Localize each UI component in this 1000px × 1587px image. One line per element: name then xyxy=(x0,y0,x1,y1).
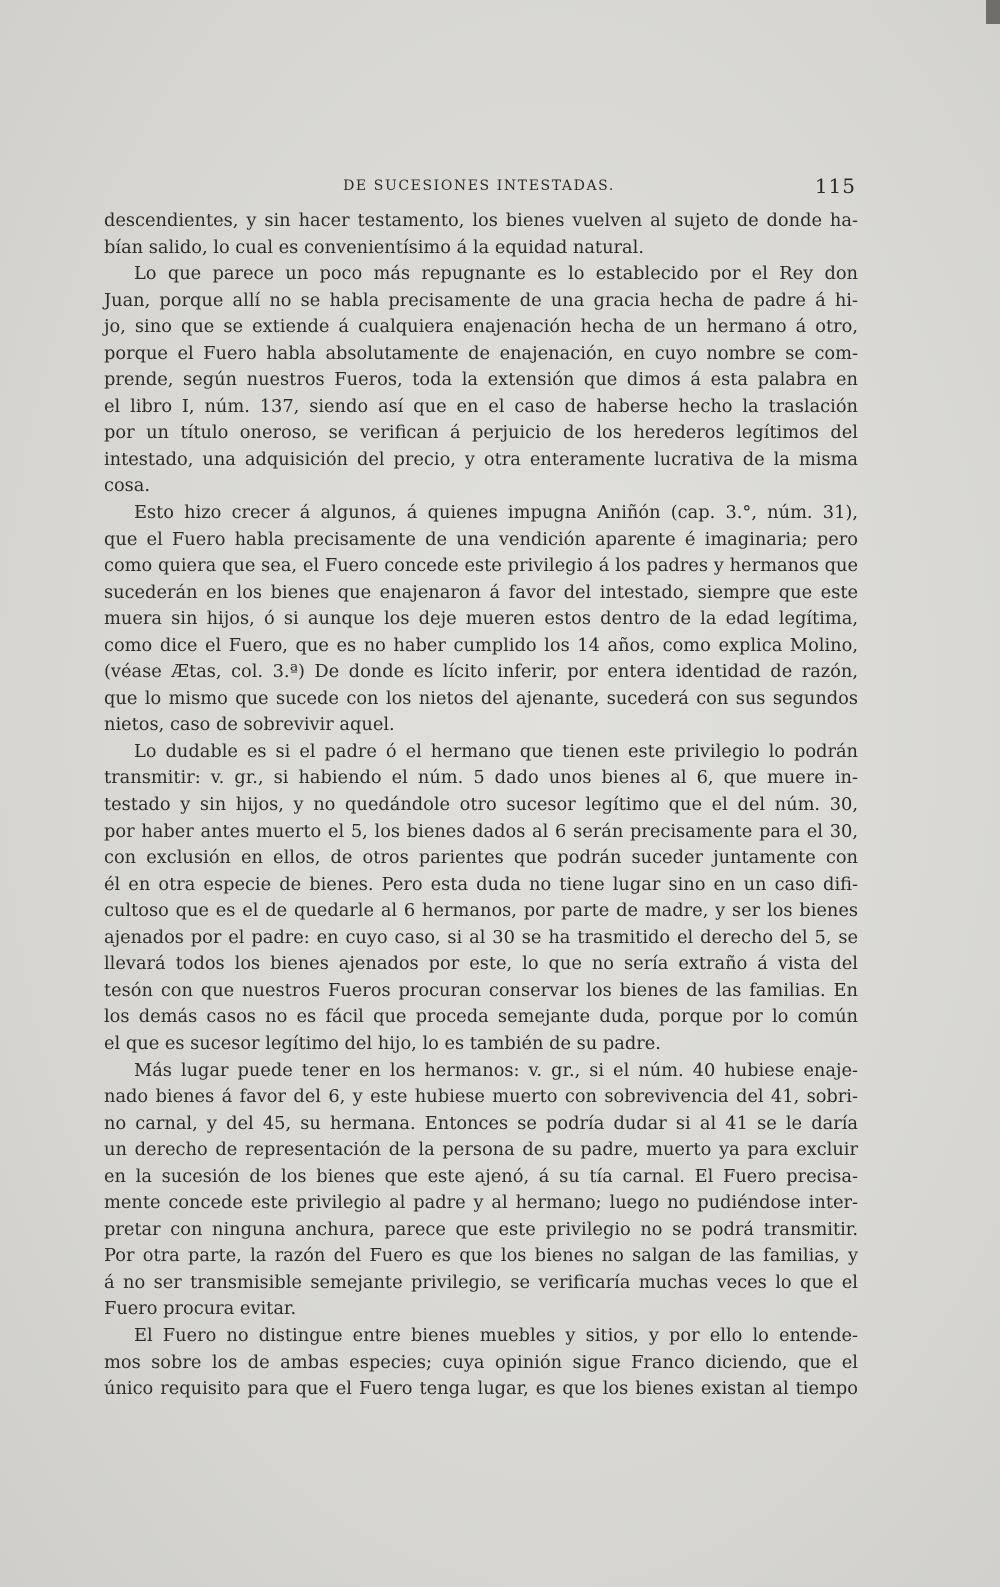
text-line: cosa. xyxy=(104,475,151,497)
text-line: descendientes, y sin hacer testamento, los bienes vuelven al sujeto de donde ha- xyxy=(104,210,858,231)
text-line: en la sucesión de los bienes que este ajenó, á su tía carnal. El Fuero precisa- xyxy=(104,1165,858,1187)
paragraph-start-line: Lo dudable es si el padre ó el hermano que tienen este privilegio lo podrán xyxy=(134,740,858,762)
text-line: un derecho de representación de la persona de su padre, muerto ya para excluir xyxy=(104,1139,858,1161)
text-line: como dice el Fuero, que es no haber cumplido los 14 años, como explica Molino, xyxy=(104,634,858,656)
page-header xyxy=(100,174,858,204)
text-line: transmitir: v. gr., si habiendo el núm. 5 dado unos bienes al 6, que muere in- xyxy=(104,767,858,789)
paragraph-start-line: Lo que parece un poco más repugnante es lo establecido por el Rey don xyxy=(134,263,858,285)
text-line: muera sin hijos, ó si aunque los deje mueren estos dentro de la edad legítima, xyxy=(104,608,858,630)
paragraph-start-line: El Fuero no distingue entre bienes muebles y sitios, y por ello lo entende- xyxy=(134,1324,858,1346)
text-line: bían salido, lo cual es convenientísimo á la equidad natural. xyxy=(104,236,644,258)
text-line: con exclusión en ellos, de otros parientes que podrán suceder juntamente con xyxy=(104,847,858,869)
text-line: el que es sucesor legítimo del hijo, lo es también de su padre. xyxy=(104,1032,661,1054)
text-line: jo, sino que se extiende á cualquiera enajenación hecha de un hermano á otro, xyxy=(104,316,858,338)
text-line: el libro I, núm. 137, siendo así que en el caso de haberse hecho la traslación xyxy=(104,395,858,417)
running-title: DE SUCESIONES INTESTADAS. xyxy=(343,178,615,194)
text-line: testado y sin hijos, y no quedándole otro sucesor legítimo que el del núm. 30, xyxy=(104,794,858,816)
text-line: único requisito para que el Fuero tenga lugar, es que los bienes existan al tiempo xyxy=(104,1378,858,1400)
text-line: tesón con que nuestros Fueros procuran conservar los bienes de las familias. En xyxy=(104,979,858,1001)
text-line: que lo mismo que sucede con los nietos del ajenante, sucederá con sus segundos xyxy=(104,687,858,709)
text-line: cultoso que es el de quedarle al 6 hermanos, por parte de madre, y ser los bienes xyxy=(104,900,858,922)
text-line: sucederán en los bienes que enajenaron á favor del intestado, siempre que este xyxy=(104,581,858,603)
text-line: á no ser transmisible semejante privilegio, se verificaría muchas veces lo que el xyxy=(104,1271,858,1293)
body-text xyxy=(104,208,858,1403)
text-line: que el Fuero habla precisamente de una vendición aparente é imaginaria; pero xyxy=(104,528,858,550)
text-line: Juan, porque allí no se habla precisamente de una gracia hecha de padre á hi- xyxy=(104,289,858,311)
page-edge-mark xyxy=(986,0,1000,24)
text-line: nietos, caso de sobrevivir aquel. xyxy=(104,714,395,736)
text-line: por un título oneroso, se verifican á perjuicio de los herederos legítimos del xyxy=(104,422,858,444)
text-line: mos sobre los de ambas especies; cuya opinión sigue Franco diciendo, que el xyxy=(104,1351,858,1373)
paragraph-start-line: Esto hizo crecer á algunos, á quienes impugna Aniñón (cap. 3.°, núm. 31), xyxy=(134,502,858,524)
text-line: (véase Ætas, col. 3.ª) De donde es lícito inferir, por entera identidad de razón, xyxy=(104,661,858,683)
text-line: llevará todos los bienes ajenados por este, lo que no sería extraño á vista del xyxy=(104,953,858,975)
text-line: nado bienes á favor del 6, y este hubiese muerto con sobrevivencia del 41, sobri- xyxy=(104,1086,858,1108)
text-line: pretar con ninguna anchura, parece que este privilegio no se podrá transmitir. xyxy=(104,1218,858,1240)
text-line: por haber antes muerto el 5, los bienes dados al 6 serán precisamente para el 30, xyxy=(104,820,858,842)
text-line: él en otra especie de bienes. Pero esta duda no tiene lugar sino en un caso difi- xyxy=(104,873,858,895)
text-line: los demás casos no es fácil que proceda semejante duda, porque por lo común xyxy=(104,1006,858,1028)
text-line: Por otra parte, la razón del Fuero es que los bienes no salgan de las familias, y xyxy=(104,1245,858,1267)
text-line: porque el Fuero habla absolutamente de enajenación, en cuyo nombre se com- xyxy=(104,342,858,364)
text-line: prende, según nuestros Fueros, toda la extensión que dimos á esta palabra en xyxy=(104,369,858,391)
page-number: 115 xyxy=(814,174,856,198)
text-line: ajenados por el padre: en cuyo caso, si al 30 se ha trasmitido el derecho del 5, se xyxy=(104,926,858,948)
text-line: intestado, una adquisición del precio, y otra enteramente lucrativa de la misma xyxy=(104,448,858,470)
text-line: mente concede este privilegio al padre y al hermano; luego no pudiéndose inter- xyxy=(104,1192,858,1214)
paragraph-start-line: Más lugar puede tener en los hermanos: v. gr., si el núm. 40 hubiese enaje- xyxy=(134,1059,858,1081)
text-line: como quiera que sea, el Fuero concede este privilegio á los padres y hermanos que xyxy=(104,555,858,577)
text-line: no carnal, y del 45, su hermana. Entonces se podría dudar si al 41 se le daría xyxy=(104,1112,858,1134)
text-line: Fuero procura evitar. xyxy=(104,1298,297,1320)
